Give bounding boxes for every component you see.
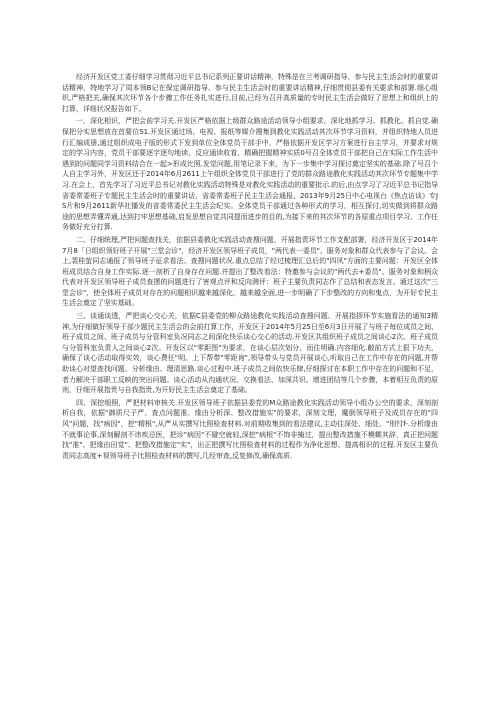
paragraph-intro: 经济开发区党工委仔细学习贯彻习近平总书记系列正要讲话精神，特殊是在兰考调研指导、参与民主生活会时的重要讲话精神，特地学习了周本领B记在保定调研指导、参与民主生活会时的重要讲话精神,仔细贯彻县委有关要求和部署.细心组织,严格把关,确保其次环节各个步骤工作任务扎实进行,目前,已经为召开高质量的专时民主生活会做好了思想上和组织上的打算，详细状况报告如下。 (62, 73, 438, 113)
document-page (62, 72, 438, 463)
paragraph-section-1: 一、深化相识，严把会前学习关.开发区严格依据上级群众路途活动领导小组要求，深化地抓学习、抓教化、抓自觉.确保把分实思想放在首要位S1.开发区通过场、电视、报纸等媒介搜集到教化实践活动其次环节学习资料，并组织特地人员进行汇编成册,通过组织成电子版的形式下发到单位全体党员干部手中，严格依据开发区学习方案进行自主学习，并要求对规定的学习内容，党员干部要逐字逐句地读、反应通读收看，精确把握精神实质0号召全体党员干部把自己在实际工作生活中遇到的问题同学习资料结合在一起>形成比照.发觉问题,用笔记录下来，为下一步集中学习探讨奠定坚实的基础.除了号召个人自主学习外，开发区还于2014年6月2611上午组织全体党员干部进行了党的群众路途教化实践活动其次环节专题集中学习.在会上，首先学习了习近平总书记对教化实践活动特殊是对教化实践活动的重要批示.的后,由点学习了习近平总书记指导省委常委班子专题民主生活会时的重要讲话，省委常委班子民主生活会通报、2013年9月25日中心电视台《焦点访谈》专JS片和9月2611新华社播发的省委常委民主生活会纪实。全体党员干部通过各种形式的学习，相互探讨,切实做到将群众路途的思想弄懂弄通,达到打牢思想基础,启发思想自觉共同提而进步的目的,为接下来的其次环节的各原重点项目学习、工作任务做好充分打算. (62, 117, 438, 232)
paragraph-section-4: 四、深挖细照，严把材料审核关.开发区领导班子依据县委党的M众路途教化实践活动领导小组办公空的要求，深刻剖析自我，依据"御质尺子严、查点问题准、缘由分析深、整改措施实"的要求，深刻文理，魔倒领导班子及成员存在的"四风"问题，找"病因"，挖"精根",从严从实撰写比照检查材料.对前期收集到的看法建议,主动往深处、细处、"刖忖f-.分析缘由不就事论事,深刻解剖不讳疾忌医，把诊"病因"不避空就轻,深挖"病根"不饰非掩过，提出整改措施不模糊其辞，真正把问题找"准"、把缘由田觉"、把整改措施定"实"，出正把撰写比照检查材料的过程作为净化思想、提高相识的过程.开发区主要负责同志高度+视领导班子比照检查材料的撰写,几经审查,反复修改,确保高质. (62, 398, 438, 460)
paragraph-section-2: 二、仔细统理,严把问题查找关，依据县委教化实践活动查搜问题，开展指责环节工作支配部署，经济开发区于2014年7月8「日组织领好班子开展"三堂会诊"，经济开发区领导班子成员，"两代表一委员"、服务对象和群众代表参与了会议。会上,裴桂萤同志通报了领导班子征求看法、查搜问题状况.重点总结了经过梳理汇总后的"四风"方面的主要问题：开发区全体班成员结合自身工作实际.逐一剖析了自身存在问题.并提出了整改看法：特邀参与会议的"两代去+委员"、服务对象和柄众代表对开发区领导班子成员查摆的问题进行了害观点评和反向测评：班子主要负责同志作了总结和表态发言。通过这次"三堂会诊"，使全体班子成员对存在的问题相识越来越深化，越来越全面,进一步明确了下步整改的方向和鬼点，为开好专民主生活会奠定了坚实基础。 (62, 235, 438, 308)
paragraph-section-3: 三、谈通谈透，严把谈心交心关，依据C县委党的柳众路途教化实践活动查搜问题、开展指拶环节实施看法的通知3精神,为仔细做好领导干部少题民主生活会的会前打算工作，开发区于2014年5月25日至6月3日开展了与班子每位成员之间、班子成员之间、班子成员与分管科室负况同志之间深化快乐谈心交心的活动.开发区共组织班子成员之间谈心2次、班子成员与分管科室负责人之间谈心2次。开发区以"零距图"为要求，在谈心层次划分、而往明确.内容细化.敝前方式上狠下功夫，确保了谈心活动取得实效，谈心费任"明。上下帮带"零距询",领导带头与党员开展谈心,听取自己在工作中存在的问题,并帮助谈心对望查找问题、分析缘由、理清思路.谈心过程中.班子成员之间依快乐肆,仔细探讨在本职工作中存在的问题和不足，者力解决干部职工反映的突出问题。谈心活动从沟通状况、交换看法、加深共识、增进团结等几个步骤，本着相互负责的原则，仔细开展指贵与自我指贵,为开好民主生活会奠定了基础。 (62, 312, 438, 395)
